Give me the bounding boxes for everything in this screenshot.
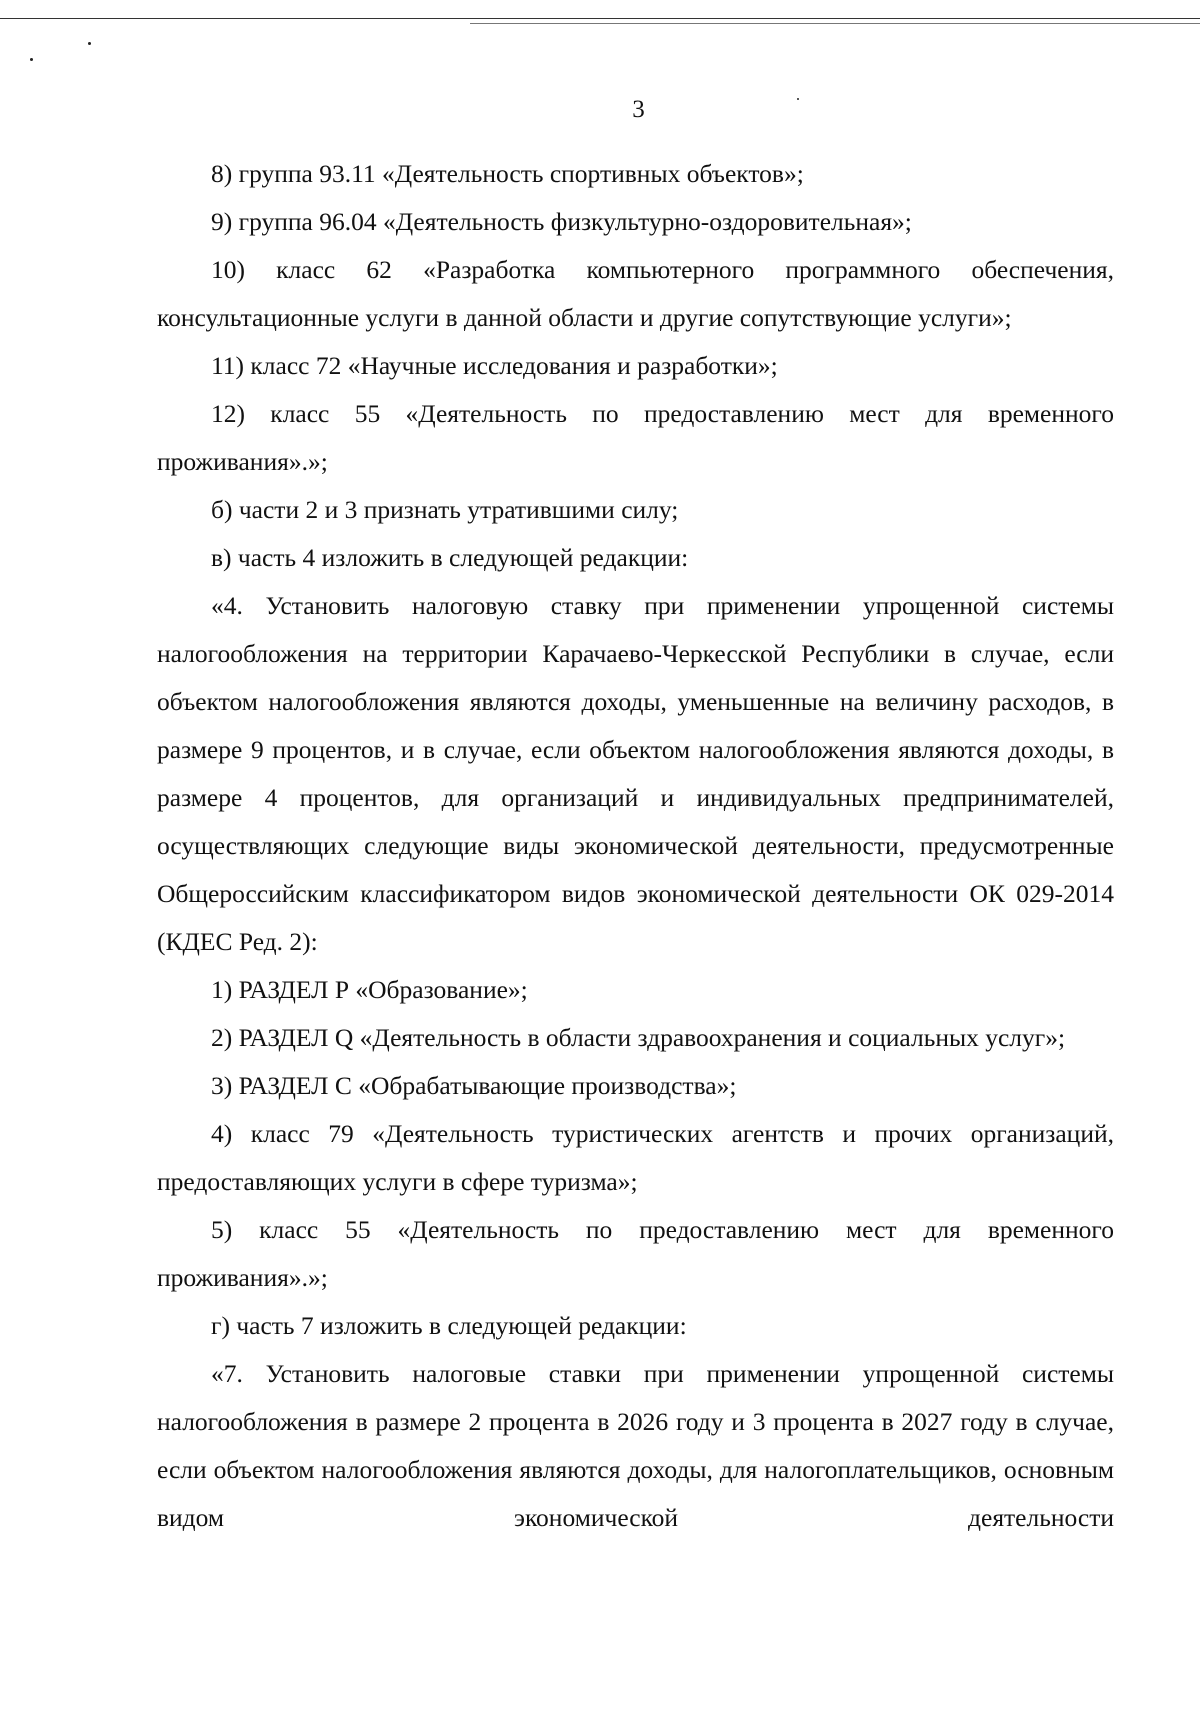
scan-speck [88, 42, 91, 45]
subitem-v: в) часть 4 изложить в следующей редакции: [211, 543, 689, 572]
top-scan-edge-line [0, 18, 1200, 19]
list-item-11: 11) класс 72 «Научные исследования и разработки»; [211, 351, 778, 380]
list-item-12: 12) класс 55 «Деятельность по предоставлению мест для временного проживания».»; [157, 399, 1114, 476]
subitem-g: г) часть 7 изложить в следующей редакции: [211, 1311, 687, 1340]
part-4-item-5: 5) класс 55 «Деятельность по предоставлению мест для временного проживания».»; [157, 1215, 1114, 1292]
scan-speck [30, 58, 33, 61]
part-4-item-1: 1) РАЗДЕЛ Р «Образование»; [211, 975, 528, 1004]
list-item-10: 10) класс 62 «Разработка компьютерного программного обеспечения, консультационные услуги в данной области и другие сопутствующие услуги»; [157, 255, 1114, 332]
list-item-9: 9) группа 96.04 «Деятельность физкультурно-оздоровительная»; [211, 207, 912, 236]
top-scan-edge-line-secondary [470, 23, 1200, 24]
part-7-text: «7. Установить налоговые ставки при применении упрощенной системы налогообложения в размере 2 процента в 2026 году и 3 процента в 2027 году в случае, если объектом налогообложения являются доходы, для налогоплательщиков, основным видом экономической деятельности [157, 1359, 1114, 1532]
subitem-b: б) части 2 и 3 признать утратившими силу; [211, 495, 679, 524]
part-4-text: «4. Установить налоговую ставку при применении упрощенной системы налогообложения на территории Карачаево-Черкесской Республики в случае, если объектом налогообложения являются доходы, уменьшенные на величину расходов, в размере 9 процентов, и в случае, если объектом налогообложения являются доходы, в размере 4 процентов, для организаций и индивидуальных предпринимателей, осуществляющих следующие виды экономической деятельности, предусмотренные Общероссийским классификатором видов экономической деятельности ОК 029-2014 (КДЕС Ред. 2): [157, 591, 1114, 956]
part-4-item-4: 4) класс 79 «Деятельность туристических агентств и прочих организаций, предоставляющих услуги в сфере туризма»; [157, 1119, 1114, 1196]
part-4-item-2: 2) РАЗДЕЛ Q «Деятельность в области здравоохранения и социальных услуг»; [211, 1023, 1066, 1052]
part-4-item-3: 3) РАЗДЕЛ С «Обрабатывающие производства»; [211, 1071, 737, 1100]
page-number: 3 [632, 96, 645, 123]
document-body [157, 150, 1114, 1542]
list-item-8: 8) группа 93.11 «Деятельность спортивных объектов»; [211, 159, 804, 188]
